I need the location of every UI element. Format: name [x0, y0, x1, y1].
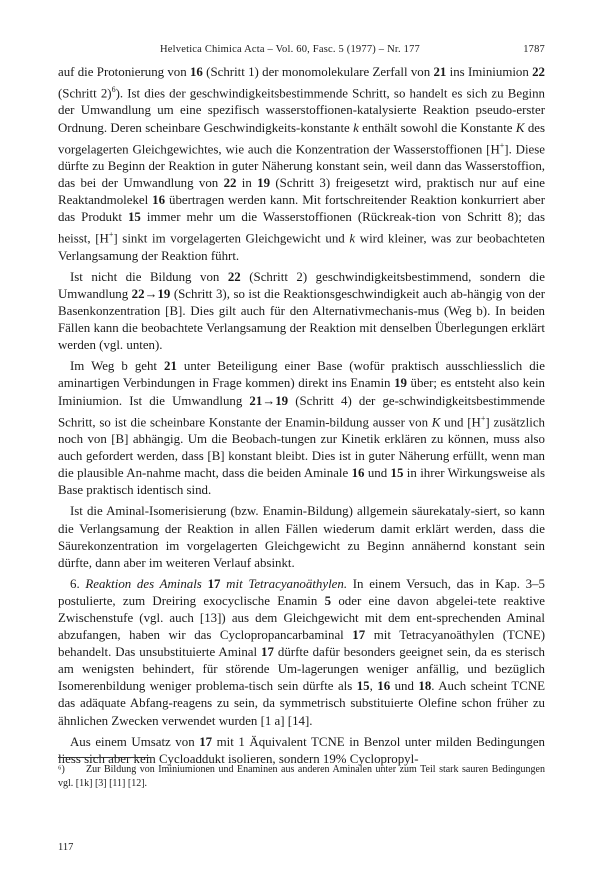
journal-citation: Helvetica Chimica Acta – Vol. 60, Fasc. 5 (1977) – Nr. 177: [160, 44, 420, 55]
footnote-divider: [58, 757, 150, 758]
paragraph: Ist nicht die Bildung von 22 (Schritt 2) geschwindigkeitsbestimmend, sondern die Umwandlung 22→19 (Schritt 3), so ist die Reaktionsgeschwindigkeit auch ab-hängig von der Basenkonzentration [B]. Dies gilt auch für den Alternativmechanis-mus (Weg b). In beiden Fällen kann die beobachtete Verlangsamung der Reaktion mit denselben Überlegungen erklärt werden (vgl. unten).: [58, 269, 545, 353]
footnote-mark: ⁶): [58, 764, 65, 775]
paragraph: Aus einem Umsatz von 17 mit 1 Äquivalent TCNE in Benzol unter milden Bedingungen liess sich aber kein Cycloaddukt isolieren, sondern 19% Cyclopropyl-: [58, 734, 545, 766]
paragraph: 6. Reaktion des Aminals 17 mit Tetracyanoäthylen. In einem Versuch, das in Kap. 3–5 postulierte, zum Dreiring exocyclische Enamin 5 oder eine davon abgelei-tete reaktive Zwischenstufe (vgl. auch [13]) aus dem Gleichgewicht mit dem ent-sprechenden Aminal abzufangen, haben wir das Cyclopropancarbaminal 17 mit Tetracyanoäthylen (TCNE) behandelt. Das unsubstituierte Aminal 17 dürfte dafür besonders geeignet sein, da es sterisch am wenigsten behindert, für störende Um-lagerungen weniger anfällig, und bezüglich Isomerenbildung weniger problema-tisch sein dürfte als 15, 16 und 18. Auch scheint TCNE das adäquate Abfang-reagens zu sein, da symmetrisch substituierte Olefine schon früher zu ähnlichen Zwecken verwendet wurden [1 a] [14].: [58, 576, 546, 728]
page-number: 1787: [523, 44, 545, 55]
paragraph: Im Weg b geht 21 unter Beteiligung einer Base (wofür praktisch ausschliesslich die aminartigen Verbindungen in Frage kommen) direkt ins Enamin 19 über; es entsteht also kein Iminiumion. Ist die Umwandlung 21→19 (Schritt 4) der ge-schwindigkeitsbestimmende Schritt, so ist die scheinbare Konstante der Enamin-bildung ausser von K und [H+] zusätzlich noch von [B] abhängig. Um die Beobach-tungen zur Kinetik erklären zu können, muss also auch gefordert werden, dass [B] konstant bleibt. Dies ist in guter Näherung erfüllt, wenn man die plausible An-nahme macht, dass die beiden Aminale 16 und 15 in ihrer Wirkungsweise als Base praktisch identisch sind.: [58, 359, 546, 498]
body-text: [58, 64, 545, 772]
footnote: [58, 763, 545, 791]
footnote-text: Zur Bildung von Iminiumionen und Enaminen aus anderen Aminalen unter zum Teil stark sauren Bedingungen vgl. [1k] [3] [11] [12].: [58, 764, 545, 789]
paragraph: Ist die Aminal-Isomerisierung (bzw. Enamin-Bildung) allgemein säurekataly-siert, so kann die Verlangsamung der Reaktion in allen Fällen wiederum damit erklärt werden, dass die Säurekonzentration im vorgelagerten Gleichgewicht zu Beginn annähernd konstant sein dürfte, dann aber im weiteren Verlauf absinkt.: [58, 504, 545, 570]
paragraph: auf die Protonierung von 16 (Schritt 1) der monomolekulare Zerfall von 21 ins Iminiumion 22 (Schritt 2)$^6$). Ist dies der geschwindigkeitsbestimmende Schritt, so handelt es sich zu Beginn der Umwandlung um eine spezifisch wasserstoffionen-katalysierte Reaktion pseudo-erster Ordnung. Deren scheinbare Geschwindigkeits-konstante k enthält sowohl die Konstante K des vorgelagerten Gleichgewichtes, wie auch die Konzentration der Wasserstoffionen [H+]. Diese dürfte zu Beginn der Reaktion in guter Näherung konstant sein, weil dann das Wasserstoffion, das bei der Umwandlung von 22 in 19 (Schritt 3) freigesetzt wird, praktisch nur auf eine Reaktandmolekel 16 übertragen werden kann. Mit fortschreitender Reaktion konkurriert aber das Produkt 15 immer mehr um die Wasserstoffionen (Rückreak-tion von Schritt 8); das heisst, [H+] sinkt im vorgelagerten Gleichgewicht und k wird kleiner, was zur beobachteten Verlangsamung der Reaktion führt.: [58, 65, 546, 263]
sheet-number: 117: [58, 842, 74, 853]
